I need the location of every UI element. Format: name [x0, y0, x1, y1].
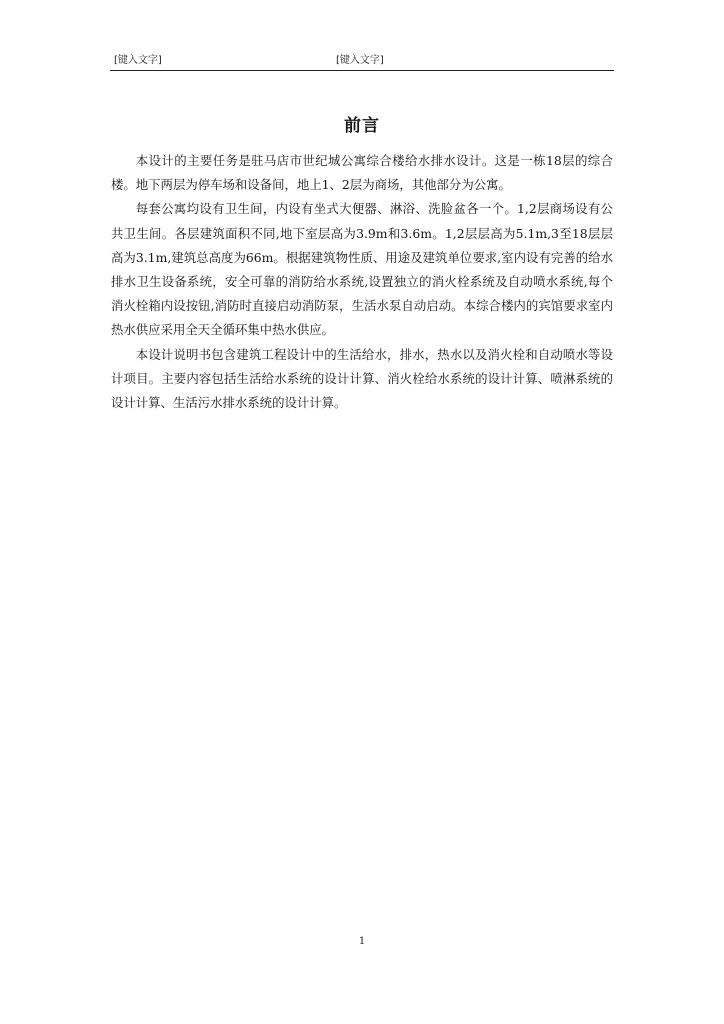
header-placeholder-left[interactable]: [键入文字]	[114, 55, 162, 66]
paragraph-2: 每套公寓均设有卫生间，内设有坐式大便器、淋浴、洗脸盆各一个。1,2层商场设有公共卫生间。各层建筑面积不同,地下室层高为3.9m和3.6m。1,2层层高为5.1m,3至18层层高为3.1m,建筑总高度为66m。根据建筑物性质、用途及建筑单位要求,室内设有完善的给水排水卫生设备系统，安全可靠的消防给水系统,设置独立的消火栓系统及自动喷水系统,每个消火栓箱内设按钮,消防时直接启动消防泵，生活水泵自动启动。本综合楼内的宾馆要求室内热水供应采用全天全循环集中热水供应。	[111, 201, 613, 338]
page-header	[110, 54, 614, 71]
paragraph-3: 本设计说明书包含建筑工程设计中的生活给水，排水，热水以及消火栓和自动喷水等设计项目。主要内容包括生活给水系统的设计计算、消火栓给水系统的设计计算、喷淋系统的设计计算、生活污水排水系统的设计计算。	[111, 346, 613, 411]
page-title: 前言	[344, 116, 380, 136]
document-body	[111, 149, 613, 415]
page-number: 1	[358, 936, 366, 947]
paragraph-1: 本设计的主要任务是驻马店市世纪城公寓综合楼给水排水设计。这是一栋18层的综合楼。地下两层为停车场和设备间，地上1、2层为商场，其他部分为公寓。	[111, 153, 613, 193]
header-placeholder-center[interactable]: [键入文字]	[336, 55, 384, 66]
